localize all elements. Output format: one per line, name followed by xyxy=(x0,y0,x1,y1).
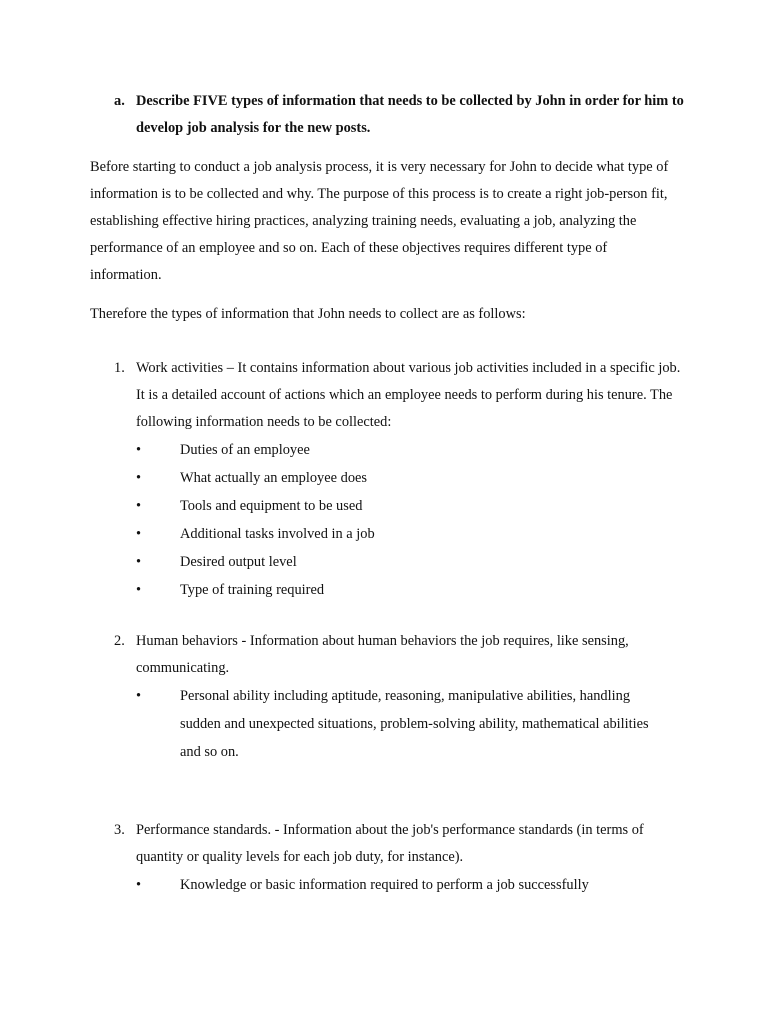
bullet-text: Desired output level xyxy=(180,554,297,570)
bullet-icon: • xyxy=(136,582,142,598)
bullet-item xyxy=(136,548,650,576)
question-heading xyxy=(114,88,694,142)
intro-paragraph: Before starting to conduct a job analysis process, it is very necessary for John to decide what type of information is to be collected and why. The purpose of this process is to create a right job-person fit, establishing effective hiring practices, analyzing training needs, evaluating a job, analyzing the performance of an employee and so on. Each of these objectives requires different type of information. xyxy=(90,159,669,283)
bullet-item xyxy=(136,576,650,604)
bullet-icon: • xyxy=(136,688,142,704)
bullet-icon: • xyxy=(136,498,142,514)
bullet-list xyxy=(114,871,684,899)
bullet-text: Duties of an employee xyxy=(180,442,310,458)
bullet-icon: • xyxy=(136,877,142,893)
list-item-text: Performance standards. - Information about the job's performance standards (in terms of quantity or quality levels for each job duty, for instance). xyxy=(136,822,644,865)
bullet-text: Type of training required xyxy=(180,582,325,598)
list-item-number: 3. xyxy=(114,822,125,838)
types-intro-paragraph: Therefore the types of information that John needs to collect are as follows: xyxy=(90,306,526,322)
list-item-performance-standards xyxy=(114,817,684,899)
question-text: Describe FIVE types of information that needs to be collected by John in order for him to develop job analysis for the new posts. xyxy=(136,93,684,136)
bullet-text: Personal ability including aptitude, reasoning, manipulative abilities, handling sudden and unexpected situations, problem-solving ability, mathematical abilities and so on. xyxy=(180,688,649,760)
list-item-text: Work activities – It contains information about various job activities included in a specific job. It is a detailed account of actions which an employee needs to perform during his tenure. The following information needs to be collected: xyxy=(136,360,681,430)
bullet-icon: • xyxy=(136,526,142,542)
bullet-icon: • xyxy=(136,442,142,458)
bullet-text: What actually an employee does xyxy=(180,470,368,486)
bullet-item xyxy=(136,871,650,899)
bullet-item xyxy=(136,520,650,548)
bullet-item xyxy=(136,436,650,464)
bullet-text: Knowledge or basic information required to perform a job successfully xyxy=(180,877,589,893)
bullet-text: Tools and equipment to be used xyxy=(180,498,363,514)
bullet-item xyxy=(136,492,650,520)
bullet-icon: • xyxy=(136,470,142,486)
list-item-work-activities xyxy=(114,355,684,604)
question-marker: a. xyxy=(114,93,125,109)
bullet-item xyxy=(136,682,650,766)
list-item-number: 1. xyxy=(114,360,125,376)
list-item-human-behaviors xyxy=(114,628,684,766)
bullet-list xyxy=(114,682,684,766)
list-item-number: 2. xyxy=(114,633,125,649)
bullet-item xyxy=(136,464,650,492)
bullet-text: Additional tasks involved in a job xyxy=(180,526,375,542)
bullet-icon: • xyxy=(136,554,142,570)
bullet-list xyxy=(114,436,684,604)
list-item-text: Human behaviors - Information about human behaviors the job requires, like sensing, communicating. xyxy=(136,633,629,676)
